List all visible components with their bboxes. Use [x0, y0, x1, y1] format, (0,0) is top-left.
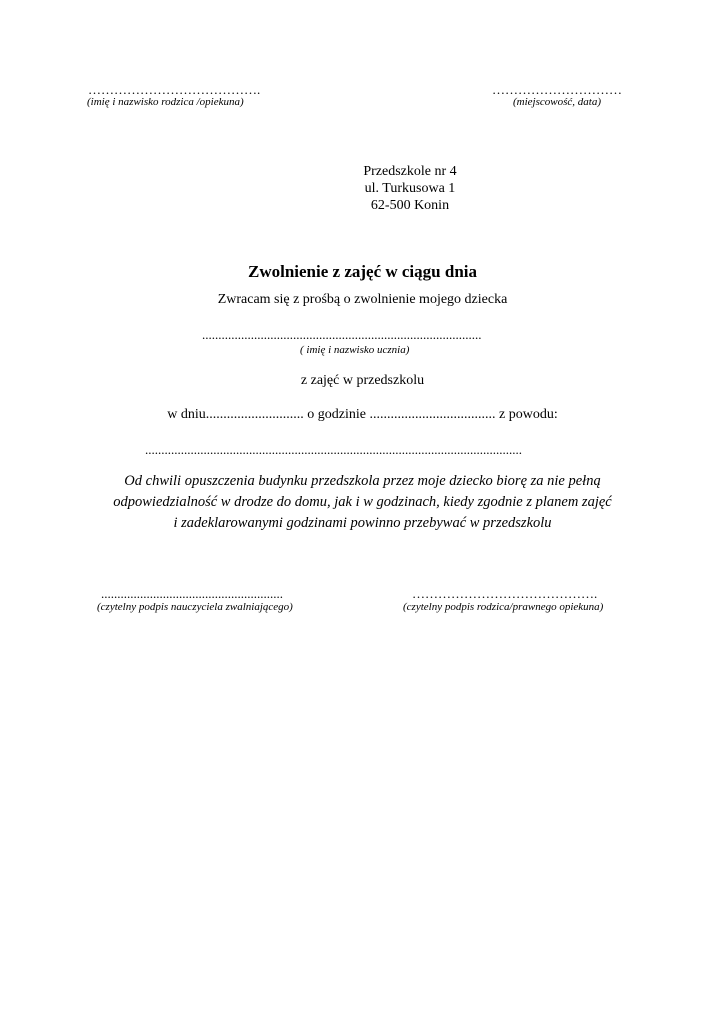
document-title: Zwolnienie z zajęć w ciągu dnia [247, 262, 477, 281]
address-line-3: 62-500 Konin [370, 198, 450, 213]
parent-name-caption: (imię i nazwisko rodzica /opiekuna) [87, 96, 244, 108]
responsibility-statement [0, 471, 725, 534]
place-date-dotted-line: ………………………… [492, 82, 622, 97]
request-line: Zwracam się z prośbą o zwolnienie mojego dziecka [217, 292, 508, 307]
parent-name-dotted-line: …………………………………. [88, 82, 261, 97]
teacher-signature-caption: (czytelny podpis nauczyciela zwalniającego) [97, 601, 293, 613]
student-name-dotted-line: ...................................................................................... [202, 327, 482, 342]
statement-line-1: Od chwili opuszczenia budynku przedszkola przez moje dziecko biorę za nie pełną [124, 473, 601, 489]
teacher-signature-dotted-line: ........................................................ [101, 586, 283, 601]
statement-line-2: odpowiedzialność w drodze do domu, jak i w godzinach, kiedy zgodnie z planem zajęć [113, 494, 612, 510]
date-time-reason-line: w dniu............................ o godzinie .................................... z powodu: [167, 407, 558, 422]
kindergarten-address [340, 163, 480, 214]
statement-line-3: i zadeklarowanymi godzinami powinno przebywać w przedszkolu [173, 515, 552, 531]
address-line-1: Przedszkole nr 4 [363, 164, 457, 179]
reason-dotted-line: .................................................................................................................... [145, 442, 522, 457]
address-line-2: ul. Turkusowa 1 [364, 181, 456, 196]
place-date-caption: (miejscowość, data) [513, 96, 601, 108]
parent-signature-dotted-line: ……………………………………. [412, 586, 598, 601]
student-name-caption: ( imię i nazwisko ucznia) [300, 344, 410, 356]
parent-signature-caption: (czytelny podpis rodzica/prawnego opiekuna) [403, 601, 604, 613]
kindergarten-line: z zajęć w przedszkolu [300, 373, 425, 388]
